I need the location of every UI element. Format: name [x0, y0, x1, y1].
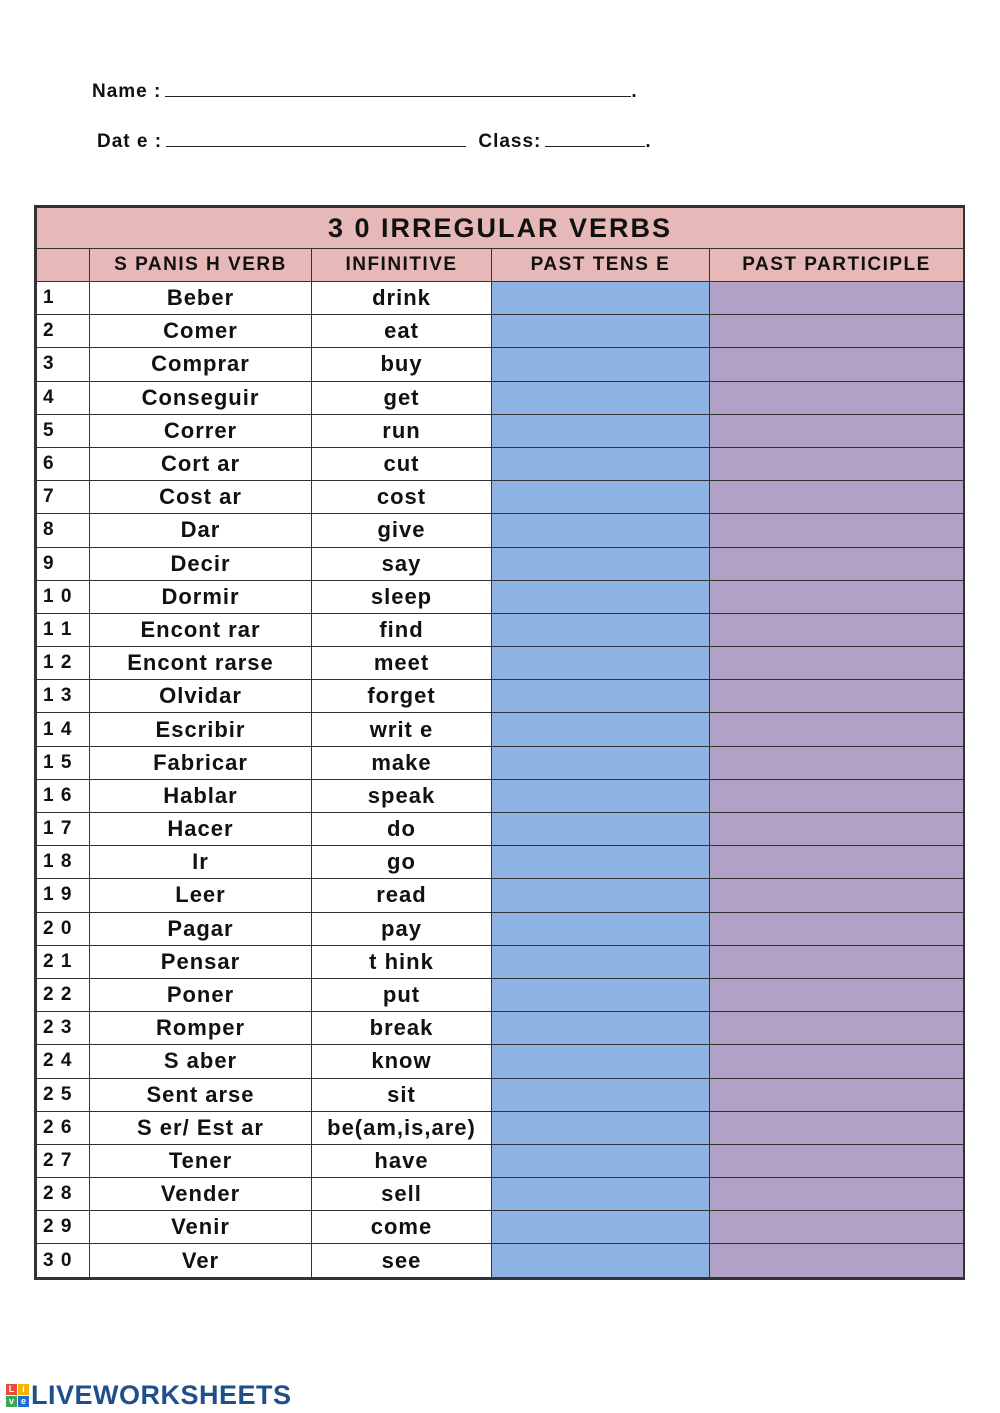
table-row — [37, 1045, 964, 1078]
past-tense-answer[interactable] — [492, 547, 710, 580]
row-number: 2 7 — [37, 1144, 90, 1177]
past-participle-answer[interactable] — [710, 481, 964, 514]
spanish-verb-cell: Ir — [90, 846, 312, 879]
infinitive-cell: speak — [312, 779, 492, 812]
infinitive-cell: buy — [312, 348, 492, 381]
table-row — [37, 647, 964, 680]
row-number: 1 0 — [37, 580, 90, 613]
table-row — [37, 779, 964, 812]
infinitive-cell: forget — [312, 680, 492, 713]
logo-text: LIVEWORKSHEETS — [31, 1379, 292, 1410]
logo-mark-square: L — [6, 1384, 17, 1395]
spanish-verb-cell: Hablar — [90, 779, 312, 812]
infinitive-cell: say — [312, 547, 492, 580]
past-participle-answer[interactable] — [710, 580, 964, 613]
past-participle-answer[interactable] — [710, 1211, 964, 1244]
table-row — [37, 1078, 964, 1111]
past-tense-answer[interactable] — [492, 481, 710, 514]
past-tense-answer[interactable] — [492, 879, 710, 912]
infinitive-cell: meet — [312, 647, 492, 680]
table-row — [37, 481, 964, 514]
table-row — [37, 613, 964, 646]
infinitive-cell: read — [312, 879, 492, 912]
spanish-verb-cell: Encont rarse — [90, 647, 312, 680]
past-tense-answer[interactable] — [492, 580, 710, 613]
spanish-verb-cell: Poner — [90, 978, 312, 1011]
table-row — [37, 1244, 964, 1277]
spanish-verb-cell: S aber — [90, 1045, 312, 1078]
name-field — [92, 78, 638, 103]
name-blank[interactable] — [165, 78, 631, 97]
spanish-verb-cell: Olvidar — [90, 680, 312, 713]
past-participle-answer[interactable] — [710, 613, 964, 646]
past-participle-answer[interactable] — [710, 680, 964, 713]
row-number: 2 8 — [37, 1178, 90, 1211]
past-participle-answer[interactable] — [710, 945, 964, 978]
row-number: 2 0 — [37, 912, 90, 945]
infinitive-cell: pay — [312, 912, 492, 945]
table-row — [37, 547, 964, 580]
row-number: 3 0 — [37, 1244, 90, 1277]
table-row — [37, 713, 964, 746]
spanish-verb-cell: Leer — [90, 879, 312, 912]
past-participle-answer[interactable] — [710, 879, 964, 912]
table-row — [37, 1178, 964, 1211]
table-row — [37, 978, 964, 1011]
spanish-verb-cell: Venir — [90, 1211, 312, 1244]
spanish-verb-cell: Ver — [90, 1244, 312, 1277]
class-end: . — [645, 131, 652, 152]
verbs-table-frame — [34, 205, 965, 1280]
past-tense-answer[interactable] — [492, 1178, 710, 1211]
past-tense-answer[interactable] — [492, 1244, 710, 1277]
past-tense-answer[interactable] — [492, 1144, 710, 1177]
row-number: 6 — [37, 447, 90, 480]
past-participle-answer[interactable] — [710, 381, 964, 414]
spanish-verb-cell: Correr — [90, 414, 312, 447]
past-participle-answer[interactable] — [710, 348, 964, 381]
row-number: 1 4 — [37, 713, 90, 746]
row-number: 2 4 — [37, 1045, 90, 1078]
past-tense-answer[interactable] — [492, 1211, 710, 1244]
header-spanish-verb: S PANIS H VERB — [90, 249, 312, 282]
table-row — [37, 1211, 964, 1244]
past-tense-answer[interactable] — [492, 945, 710, 978]
row-number: 1 7 — [37, 813, 90, 846]
past-participle-answer[interactable] — [710, 779, 964, 812]
table-row — [37, 414, 964, 447]
infinitive-cell: eat — [312, 315, 492, 348]
past-tense-answer[interactable] — [492, 746, 710, 779]
spanish-verb-cell: Beber — [90, 282, 312, 315]
infinitive-cell: sell — [312, 1178, 492, 1211]
header-past-tense: PAST TENS E — [492, 249, 710, 282]
past-participle-answer[interactable] — [710, 1111, 964, 1144]
row-number: 1 2 — [37, 647, 90, 680]
past-tense-answer[interactable] — [492, 514, 710, 547]
logo-mark-square: v — [6, 1396, 17, 1407]
past-tense-answer[interactable] — [492, 813, 710, 846]
infinitive-cell: go — [312, 846, 492, 879]
row-number: 3 — [37, 348, 90, 381]
infinitive-cell: sleep — [312, 580, 492, 613]
row-number: 2 5 — [37, 1078, 90, 1111]
infinitive-cell: writ e — [312, 713, 492, 746]
spanish-verb-cell: Tener — [90, 1144, 312, 1177]
infinitive-cell: make — [312, 746, 492, 779]
row-number: 4 — [37, 381, 90, 414]
past-participle-answer[interactable] — [710, 713, 964, 746]
name-label: Name : — [92, 81, 162, 102]
row-number: 7 — [37, 481, 90, 514]
spanish-verb-cell: Escribir — [90, 713, 312, 746]
row-number: 9 — [37, 547, 90, 580]
spanish-verb-cell: Pensar — [90, 945, 312, 978]
table-row — [37, 879, 964, 912]
row-number: 1 3 — [37, 680, 90, 713]
liveworksheets-logo — [6, 1381, 292, 1409]
infinitive-cell: find — [312, 613, 492, 646]
infinitive-cell: put — [312, 978, 492, 1011]
row-number: 1 9 — [37, 879, 90, 912]
table-row — [37, 945, 964, 978]
infinitive-cell: run — [312, 414, 492, 447]
past-participle-answer[interactable] — [710, 1045, 964, 1078]
logo-mark-square: i — [18, 1384, 29, 1395]
past-participle-answer[interactable] — [710, 315, 964, 348]
row-number: 2 — [37, 315, 90, 348]
logo-mark-square: e — [18, 1396, 29, 1407]
past-participle-answer[interactable] — [710, 912, 964, 945]
infinitive-cell: be(am,is,are) — [312, 1111, 492, 1144]
past-participle-answer[interactable] — [710, 1178, 964, 1211]
verbs-table — [36, 207, 964, 1278]
table-row — [37, 580, 964, 613]
past-participle-answer[interactable] — [710, 978, 964, 1011]
row-number: 8 — [37, 514, 90, 547]
table-row — [37, 282, 964, 315]
past-participle-answer[interactable] — [710, 514, 964, 547]
infinitive-cell: have — [312, 1144, 492, 1177]
name-end: . — [631, 81, 638, 102]
row-number: 1 1 — [37, 613, 90, 646]
past-participle-answer[interactable] — [710, 282, 964, 315]
infinitive-cell: break — [312, 1012, 492, 1045]
table-row — [37, 381, 964, 414]
infinitive-cell: sit — [312, 1078, 492, 1111]
infinitive-cell: drink — [312, 282, 492, 315]
row-number: 1 6 — [37, 779, 90, 812]
table-row — [37, 1111, 964, 1144]
spanish-verb-cell: Comer — [90, 315, 312, 348]
logo-mark-icon — [6, 1384, 29, 1407]
class-label: Class: — [478, 131, 542, 152]
past-participle-answer[interactable] — [710, 447, 964, 480]
past-tense-answer[interactable] — [492, 381, 710, 414]
spanish-verb-cell: Encont rar — [90, 613, 312, 646]
class-blank[interactable] — [545, 128, 645, 147]
spanish-verb-cell: S er/ Est ar — [90, 1111, 312, 1144]
past-tense-answer[interactable] — [492, 348, 710, 381]
past-tense-answer[interactable] — [492, 978, 710, 1011]
past-tense-answer[interactable] — [492, 447, 710, 480]
table-row — [37, 746, 964, 779]
past-participle-answer[interactable] — [710, 846, 964, 879]
spanish-verb-cell: Fabricar — [90, 746, 312, 779]
past-tense-answer[interactable] — [492, 1012, 710, 1045]
spanish-verb-cell: Comprar — [90, 348, 312, 381]
infinitive-cell: do — [312, 813, 492, 846]
table-row — [37, 1144, 964, 1177]
spanish-verb-cell: Cort ar — [90, 447, 312, 480]
table-row — [37, 348, 964, 381]
infinitive-cell: t hink — [312, 945, 492, 978]
past-participle-answer[interactable] — [710, 414, 964, 447]
table-row — [37, 447, 964, 480]
spanish-verb-cell: Pagar — [90, 912, 312, 945]
past-tense-answer[interactable] — [492, 647, 710, 680]
column-headers — [37, 249, 964, 282]
past-tense-answer[interactable] — [492, 282, 710, 315]
spanish-verb-cell: Hacer — [90, 813, 312, 846]
infinitive-cell: cost — [312, 481, 492, 514]
table-row — [37, 315, 964, 348]
spanish-verb-cell: Romper — [90, 1012, 312, 1045]
row-number: 2 6 — [37, 1111, 90, 1144]
table-row — [37, 912, 964, 945]
row-number: 1 — [37, 282, 90, 315]
past-participle-answer[interactable] — [710, 1078, 964, 1111]
past-participle-answer[interactable] — [710, 1012, 964, 1045]
past-participle-answer[interactable] — [710, 813, 964, 846]
table-row — [37, 813, 964, 846]
past-participle-answer[interactable] — [710, 746, 964, 779]
row-number: 2 9 — [37, 1211, 90, 1244]
past-tense-answer[interactable] — [492, 315, 710, 348]
row-number: 2 3 — [37, 1012, 90, 1045]
date-class-field — [97, 128, 652, 153]
spanish-verb-cell: Conseguir — [90, 381, 312, 414]
past-tense-answer[interactable] — [492, 613, 710, 646]
infinitive-cell: know — [312, 1045, 492, 1078]
past-tense-answer[interactable] — [492, 779, 710, 812]
past-tense-answer[interactable] — [492, 1078, 710, 1111]
table-row — [37, 846, 964, 879]
past-tense-answer[interactable] — [492, 846, 710, 879]
spanish-verb-cell: Decir — [90, 547, 312, 580]
row-number: 2 1 — [37, 945, 90, 978]
spanish-verb-cell: Vender — [90, 1178, 312, 1211]
table-row — [37, 514, 964, 547]
date-blank[interactable] — [166, 128, 466, 147]
table-row — [37, 680, 964, 713]
past-tense-answer[interactable] — [492, 1045, 710, 1078]
past-participle-answer[interactable] — [710, 1244, 964, 1277]
infinitive-cell: see — [312, 1244, 492, 1277]
verb-rows — [37, 282, 964, 1278]
row-number: 1 5 — [37, 746, 90, 779]
spanish-verb-cell: Dar — [90, 514, 312, 547]
spanish-verb-cell: Cost ar — [90, 481, 312, 514]
header-infinitive: INFINITIVE — [312, 249, 492, 282]
table-row — [37, 1012, 964, 1045]
row-number: 5 — [37, 414, 90, 447]
past-tense-answer[interactable] — [492, 414, 710, 447]
past-participle-answer[interactable] — [710, 547, 964, 580]
row-number: 2 2 — [37, 978, 90, 1011]
table-title: 3 0 IRREGULAR VERBS — [37, 208, 964, 249]
infinitive-cell: give — [312, 514, 492, 547]
past-tense-answer[interactable] — [492, 1111, 710, 1144]
past-participle-answer[interactable] — [710, 1144, 964, 1177]
date-label: Dat e : — [97, 131, 163, 152]
header-number — [37, 249, 90, 282]
spanish-verb-cell: Sent arse — [90, 1078, 312, 1111]
header-past-participle: PAST PARTICIPLE — [710, 249, 964, 282]
infinitive-cell: come — [312, 1211, 492, 1244]
past-tense-answer[interactable] — [492, 680, 710, 713]
past-tense-answer[interactable] — [492, 912, 710, 945]
infinitive-cell: cut — [312, 447, 492, 480]
infinitive-cell: get — [312, 381, 492, 414]
spanish-verb-cell: Dormir — [90, 580, 312, 613]
row-number: 1 8 — [37, 846, 90, 879]
past-tense-answer[interactable] — [492, 713, 710, 746]
past-participle-answer[interactable] — [710, 647, 964, 680]
